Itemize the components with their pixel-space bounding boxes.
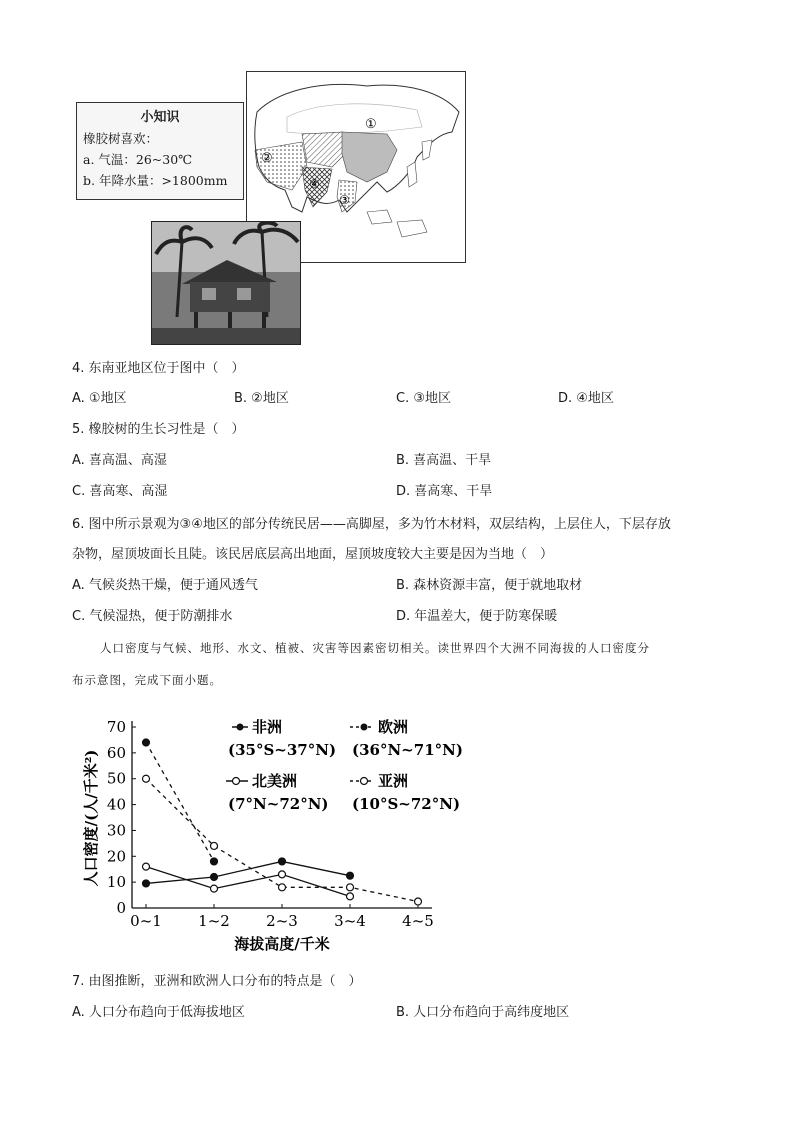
y-tick-label: 60: [106, 743, 126, 762]
data-point-north-america: [211, 885, 218, 892]
data-point-africa: [143, 880, 150, 887]
region-1-label: ①: [365, 117, 377, 132]
knowledge-line-1: 橡胶树喜欢：: [83, 131, 159, 146]
q5-option-d[interactable]: D. 喜高寒、干旱: [396, 484, 493, 499]
q7-option-a[interactable]: A. 人口分布趋向于低海拔地区: [72, 1005, 245, 1020]
y-tick-label: 30: [106, 821, 126, 840]
q5-option-c[interactable]: C. 喜高寒、高湿: [72, 484, 168, 499]
q6-option-d[interactable]: D. 年温差大，便于防寒保暖: [396, 609, 558, 624]
y-tick-label: 50: [106, 769, 126, 788]
x-tick-label: 4~5: [402, 912, 434, 930]
q4-option-d[interactable]: D. ④地区: [558, 391, 614, 406]
x-axis-label: 海拔高度/千米: [234, 935, 330, 953]
y-tick-label: 70: [106, 718, 126, 736]
x-tick-label: 1~2: [198, 912, 230, 930]
q4-option-b[interactable]: B. ②地区: [234, 391, 289, 406]
chart-svg: [82, 715, 482, 955]
intro-line-1: 人口密度与气候、地形、水文、植被、灾害等因素密切相关。读世界四个大洲不同海拔的人口密度分: [100, 641, 650, 655]
region-3-label: ③: [339, 193, 350, 207]
q6-stem-line-1: 6. 图中所示景观为③④地区的部分传统民居——高脚屋，多为竹木材料，双层结构，上层住人，下层存放: [72, 517, 671, 532]
knowledge-line-3: b. 年降水量：>1800mm: [83, 173, 228, 188]
legend-asia-name: 亚洲: [378, 772, 409, 790]
x-tick-label: 2~3: [266, 912, 298, 930]
stilt-house-drawing: [152, 222, 300, 344]
data-point-africa: [347, 872, 354, 879]
legend-north-america: [226, 772, 329, 813]
data-point-asia: [143, 775, 150, 782]
legend-north-america-name: 北美洲: [252, 772, 298, 790]
x-tick-label: 0~1: [130, 912, 162, 930]
q4-option-a[interactable]: A. ①地区: [72, 391, 127, 406]
data-point-asia: [279, 884, 286, 891]
legend-asia: [350, 772, 460, 813]
y-tick-label: 0: [116, 899, 126, 917]
data-point-asia: [415, 898, 422, 905]
population-density-chart: [82, 715, 482, 955]
data-point-africa: [279, 858, 286, 865]
knowledge-line-2: a. 气温：26~30℃: [83, 152, 193, 167]
y-tick-label: 40: [106, 795, 126, 814]
legend-europe-name: 欧洲: [378, 718, 409, 736]
data-point-north-america: [279, 871, 286, 878]
region-4-label: ④: [309, 177, 320, 191]
knowledge-box: [76, 102, 244, 200]
q5-stem: 5. 橡胶树的生长习性是（ ）: [72, 422, 245, 437]
legend-europe: [350, 718, 463, 759]
q6-option-a[interactable]: A. 气候炎热干燥，便于通风透气: [72, 578, 258, 593]
legend-africa-range: (35°S~37°N): [228, 741, 337, 759]
data-point-europe: [211, 858, 218, 865]
q6-option-c[interactable]: C. 气候湿热，便于防潮排水: [72, 609, 233, 624]
legend-europe-range: (36°N~71°N): [352, 741, 463, 759]
y-axis-label: 人口密度/(人/千米²): [82, 749, 100, 887]
data-point-asia: [347, 884, 354, 891]
data-point-asia: [211, 842, 218, 849]
knowledge-box-title: 小知识: [140, 110, 180, 125]
stilt-house-photo: [151, 221, 301, 345]
chart-series-layer: [143, 739, 422, 905]
q5-option-a[interactable]: A. 喜高温、高湿: [72, 453, 167, 468]
legend-africa: [228, 718, 336, 759]
q4-option-c[interactable]: C. ③地区: [396, 391, 451, 406]
region-2-label: ②: [261, 151, 273, 166]
legend-africa-name: 非洲: [252, 718, 283, 736]
data-point-north-america: [347, 893, 354, 900]
legend-asia-range: (10°S~72°N): [352, 795, 461, 813]
q4-stem: 4. 东南亚地区位于图中（ ）: [72, 361, 245, 376]
series-line-europe: [146, 743, 214, 862]
q6-stem-line-2: 杂物，屋顶坡面长且陡。该民居底层高出地面，屋顶坡度较大主要是因为当地（ ）: [72, 547, 554, 562]
chart-legend: [226, 718, 463, 813]
y-tick-label: 20: [106, 847, 126, 866]
q6-option-b[interactable]: B. 森林资源丰富，便于就地取材: [396, 578, 583, 593]
data-point-africa: [211, 873, 218, 880]
q5-option-b[interactable]: B. 喜高温、干旱: [396, 453, 492, 468]
data-point-north-america: [143, 863, 150, 870]
legend-north-america-range: (7°N~72°N): [228, 795, 329, 813]
q7-stem: 7. 由图推断，亚洲和欧洲人口分布的特点是（ ）: [72, 974, 362, 989]
data-point-europe: [143, 739, 150, 746]
series-line-north-america: [146, 867, 350, 897]
series-line-africa: [146, 861, 350, 883]
q7-option-b[interactable]: B. 人口分布趋向于高纬度地区: [396, 1005, 570, 1020]
intro-line-2: 布示意图，完成下面小题。: [72, 673, 222, 687]
x-tick-label: 3~4: [334, 912, 366, 930]
y-tick-label: 10: [106, 873, 126, 892]
